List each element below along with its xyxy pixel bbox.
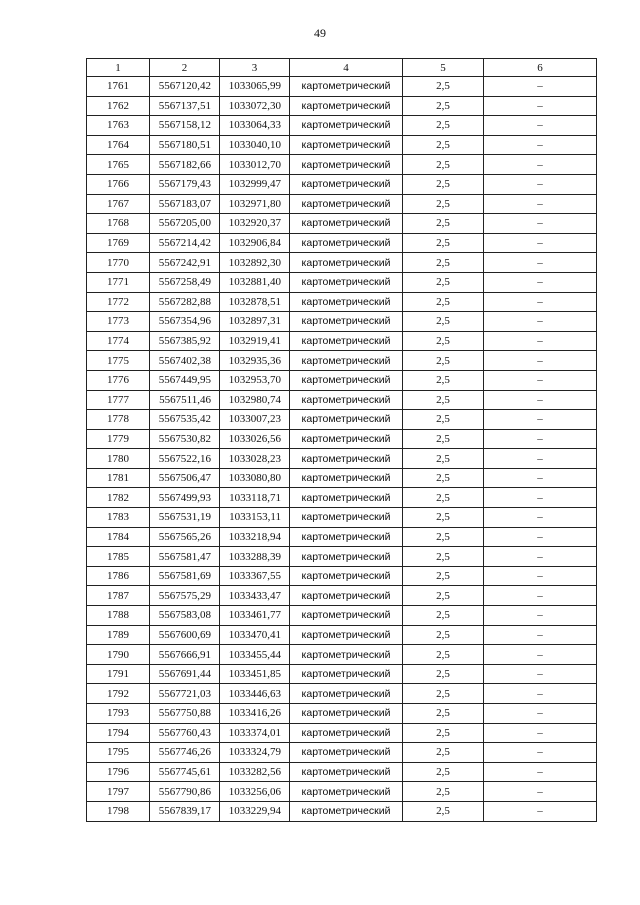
table-row bbox=[87, 645, 597, 665]
method-cell: картометрический bbox=[290, 743, 403, 763]
method-cell: картометрический bbox=[290, 272, 403, 292]
table-row bbox=[87, 253, 597, 273]
note-cell: – bbox=[484, 312, 597, 332]
y-coordinate-cell: 1033288,39 bbox=[220, 547, 290, 567]
table-row bbox=[87, 214, 597, 234]
table-row bbox=[87, 390, 597, 410]
y-coordinate-cell: 1032881,40 bbox=[220, 272, 290, 292]
note-cell: – bbox=[484, 96, 597, 116]
y-coordinate-cell: 1033446,63 bbox=[220, 684, 290, 704]
method-cell: картометрический bbox=[290, 116, 403, 136]
point-number-cell: 1772 bbox=[87, 292, 150, 312]
note-cell: – bbox=[484, 429, 597, 449]
x-coordinate-cell: 5567575,29 bbox=[150, 586, 220, 606]
point-number-cell: 1795 bbox=[87, 743, 150, 763]
x-coordinate-cell: 5567180,51 bbox=[150, 135, 220, 155]
table-row bbox=[87, 723, 597, 743]
table-body bbox=[87, 77, 597, 822]
y-coordinate-cell: 1033072,30 bbox=[220, 96, 290, 116]
method-cell: картометрический bbox=[290, 606, 403, 626]
point-number-cell: 1771 bbox=[87, 272, 150, 292]
accuracy-cell: 2,5 bbox=[403, 351, 484, 371]
x-coordinate-cell: 5567530,82 bbox=[150, 429, 220, 449]
y-coordinate-cell: 1032892,30 bbox=[220, 253, 290, 273]
table-row bbox=[87, 762, 597, 782]
point-number-cell: 1774 bbox=[87, 331, 150, 351]
x-coordinate-cell: 5567402,38 bbox=[150, 351, 220, 371]
accuracy-cell: 2,5 bbox=[403, 312, 484, 332]
accuracy-cell: 2,5 bbox=[403, 547, 484, 567]
x-coordinate-cell: 5567746,26 bbox=[150, 743, 220, 763]
note-cell: – bbox=[484, 645, 597, 665]
table-row bbox=[87, 684, 597, 704]
method-cell: картометрический bbox=[290, 468, 403, 488]
x-coordinate-cell: 5567182,66 bbox=[150, 155, 220, 175]
note-cell: – bbox=[484, 174, 597, 194]
method-cell: картометрический bbox=[290, 664, 403, 684]
y-coordinate-cell: 1032920,37 bbox=[220, 214, 290, 234]
page-number: 49 bbox=[314, 26, 326, 40]
accuracy-cell: 2,5 bbox=[403, 704, 484, 724]
table-row bbox=[87, 194, 597, 214]
table-row bbox=[87, 664, 597, 684]
note-cell: – bbox=[484, 723, 597, 743]
point-number-cell: 1765 bbox=[87, 155, 150, 175]
method-cell: картометрический bbox=[290, 292, 403, 312]
x-coordinate-cell: 5567242,91 bbox=[150, 253, 220, 273]
accuracy-cell: 2,5 bbox=[403, 762, 484, 782]
x-coordinate-cell: 5567511,46 bbox=[150, 390, 220, 410]
y-coordinate-cell: 1032897,31 bbox=[220, 312, 290, 332]
x-coordinate-cell: 5567691,44 bbox=[150, 664, 220, 684]
method-cell: картометрический bbox=[290, 801, 403, 821]
accuracy-cell: 2,5 bbox=[403, 194, 484, 214]
method-cell: картометрический bbox=[290, 390, 403, 410]
note-cell: – bbox=[484, 351, 597, 371]
method-cell: картометрический bbox=[290, 723, 403, 743]
note-cell: – bbox=[484, 801, 597, 821]
table-row bbox=[87, 429, 597, 449]
accuracy-cell: 2,5 bbox=[403, 508, 484, 528]
note-cell: – bbox=[484, 253, 597, 273]
method-cell: картометрический bbox=[290, 233, 403, 253]
accuracy-cell: 2,5 bbox=[403, 272, 484, 292]
point-number-cell: 1770 bbox=[87, 253, 150, 273]
note-cell: – bbox=[484, 214, 597, 234]
note-cell: – bbox=[484, 292, 597, 312]
method-cell: картометрический bbox=[290, 253, 403, 273]
y-coordinate-cell: 1033012,70 bbox=[220, 155, 290, 175]
note-cell: – bbox=[484, 390, 597, 410]
y-coordinate-cell: 1032935,36 bbox=[220, 351, 290, 371]
y-coordinate-cell: 1032980,74 bbox=[220, 390, 290, 410]
table-row bbox=[87, 508, 597, 528]
note-cell: – bbox=[484, 468, 597, 488]
table-row bbox=[87, 547, 597, 567]
accuracy-cell: 2,5 bbox=[403, 331, 484, 351]
y-coordinate-cell: 1033416,26 bbox=[220, 704, 290, 724]
method-cell: картометрический bbox=[290, 194, 403, 214]
accuracy-cell: 2,5 bbox=[403, 410, 484, 430]
method-cell: картометрический bbox=[290, 370, 403, 390]
table-row bbox=[87, 801, 597, 821]
point-number-cell: 1793 bbox=[87, 704, 150, 724]
table-row bbox=[87, 312, 597, 332]
point-number-cell: 1782 bbox=[87, 488, 150, 508]
x-coordinate-cell: 5567583,08 bbox=[150, 606, 220, 626]
method-cell: картометрический bbox=[290, 410, 403, 430]
y-coordinate-cell: 1033374,01 bbox=[220, 723, 290, 743]
point-number-cell: 1785 bbox=[87, 547, 150, 567]
point-number-cell: 1773 bbox=[87, 312, 150, 332]
x-coordinate-cell: 5567581,69 bbox=[150, 566, 220, 586]
method-cell: картометрический bbox=[290, 488, 403, 508]
point-number-cell: 1792 bbox=[87, 684, 150, 704]
note-cell: – bbox=[484, 135, 597, 155]
x-coordinate-cell: 5567205,00 bbox=[150, 214, 220, 234]
y-coordinate-cell: 1033007,23 bbox=[220, 410, 290, 430]
method-cell: картометрический bbox=[290, 508, 403, 528]
note-cell: – bbox=[484, 743, 597, 763]
accuracy-cell: 2,5 bbox=[403, 429, 484, 449]
table-row bbox=[87, 488, 597, 508]
accuracy-cell: 2,5 bbox=[403, 233, 484, 253]
accuracy-cell: 2,5 bbox=[403, 174, 484, 194]
point-number-cell: 1766 bbox=[87, 174, 150, 194]
note-cell: – bbox=[484, 606, 597, 626]
x-coordinate-cell: 5567506,47 bbox=[150, 468, 220, 488]
table-row bbox=[87, 370, 597, 390]
note-cell: – bbox=[484, 488, 597, 508]
point-number-cell: 1788 bbox=[87, 606, 150, 626]
accuracy-cell: 2,5 bbox=[403, 723, 484, 743]
x-coordinate-cell: 5567499,93 bbox=[150, 488, 220, 508]
x-coordinate-cell: 5567385,92 bbox=[150, 331, 220, 351]
note-cell: – bbox=[484, 155, 597, 175]
x-coordinate-cell: 5567839,17 bbox=[150, 801, 220, 821]
point-number-cell: 1796 bbox=[87, 762, 150, 782]
y-coordinate-cell: 1033470,41 bbox=[220, 625, 290, 645]
y-coordinate-cell: 1033080,80 bbox=[220, 468, 290, 488]
table-row bbox=[87, 116, 597, 136]
method-cell: картометрический bbox=[290, 174, 403, 194]
method-cell: картометрический bbox=[290, 586, 403, 606]
y-coordinate-cell: 1032953,70 bbox=[220, 370, 290, 390]
table-row bbox=[87, 77, 597, 97]
y-coordinate-cell: 1033256,06 bbox=[220, 782, 290, 802]
x-coordinate-cell: 5567531,19 bbox=[150, 508, 220, 528]
note-cell: – bbox=[484, 704, 597, 724]
point-number-cell: 1764 bbox=[87, 135, 150, 155]
note-cell: – bbox=[484, 116, 597, 136]
point-number-cell: 1787 bbox=[87, 586, 150, 606]
note-cell: – bbox=[484, 272, 597, 292]
y-coordinate-cell: 1033026,56 bbox=[220, 429, 290, 449]
x-coordinate-cell: 5567745,61 bbox=[150, 762, 220, 782]
coordinates-table bbox=[86, 58, 597, 822]
point-number-cell: 1786 bbox=[87, 566, 150, 586]
column-header: 3 bbox=[220, 59, 290, 77]
x-coordinate-cell: 5567282,88 bbox=[150, 292, 220, 312]
point-number-cell: 1779 bbox=[87, 429, 150, 449]
x-coordinate-cell: 5567158,12 bbox=[150, 116, 220, 136]
point-number-cell: 1769 bbox=[87, 233, 150, 253]
accuracy-cell: 2,5 bbox=[403, 370, 484, 390]
note-cell: – bbox=[484, 410, 597, 430]
column-header: 6 bbox=[484, 59, 597, 77]
accuracy-cell: 2,5 bbox=[403, 155, 484, 175]
accuracy-cell: 2,5 bbox=[403, 135, 484, 155]
point-number-cell: 1761 bbox=[87, 77, 150, 97]
x-coordinate-cell: 5567790,86 bbox=[150, 782, 220, 802]
accuracy-cell: 2,5 bbox=[403, 253, 484, 273]
accuracy-cell: 2,5 bbox=[403, 449, 484, 469]
point-number-cell: 1767 bbox=[87, 194, 150, 214]
y-coordinate-cell: 1032999,47 bbox=[220, 174, 290, 194]
y-coordinate-cell: 1032971,80 bbox=[220, 194, 290, 214]
x-coordinate-cell: 5567522,16 bbox=[150, 449, 220, 469]
y-coordinate-cell: 1033282,56 bbox=[220, 762, 290, 782]
y-coordinate-cell: 1033433,47 bbox=[220, 586, 290, 606]
x-coordinate-cell: 5567183,07 bbox=[150, 194, 220, 214]
point-number-cell: 1778 bbox=[87, 410, 150, 430]
table-row bbox=[87, 704, 597, 724]
point-number-cell: 1798 bbox=[87, 801, 150, 821]
y-coordinate-cell: 1033324,79 bbox=[220, 743, 290, 763]
table-row bbox=[87, 331, 597, 351]
method-cell: картометрический bbox=[290, 155, 403, 175]
accuracy-cell: 2,5 bbox=[403, 390, 484, 410]
table-row bbox=[87, 272, 597, 292]
accuracy-cell: 2,5 bbox=[403, 625, 484, 645]
x-coordinate-cell: 5567179,43 bbox=[150, 174, 220, 194]
table-row bbox=[87, 96, 597, 116]
point-number-cell: 1794 bbox=[87, 723, 150, 743]
method-cell: картометрический bbox=[290, 312, 403, 332]
x-coordinate-cell: 5567666,91 bbox=[150, 645, 220, 665]
note-cell: – bbox=[484, 547, 597, 567]
note-cell: – bbox=[484, 331, 597, 351]
accuracy-cell: 2,5 bbox=[403, 488, 484, 508]
x-coordinate-cell: 5567600,69 bbox=[150, 625, 220, 645]
note-cell: – bbox=[484, 566, 597, 586]
table-row bbox=[87, 606, 597, 626]
note-cell: – bbox=[484, 625, 597, 645]
table-header-row bbox=[87, 59, 597, 77]
table-row bbox=[87, 527, 597, 547]
point-number-cell: 1789 bbox=[87, 625, 150, 645]
note-cell: – bbox=[484, 370, 597, 390]
method-cell: картометрический bbox=[290, 331, 403, 351]
note-cell: – bbox=[484, 508, 597, 528]
x-coordinate-cell: 5567137,51 bbox=[150, 96, 220, 116]
y-coordinate-cell: 1033065,99 bbox=[220, 77, 290, 97]
x-coordinate-cell: 5567354,96 bbox=[150, 312, 220, 332]
x-coordinate-cell: 5567120,42 bbox=[150, 77, 220, 97]
y-coordinate-cell: 1033451,85 bbox=[220, 664, 290, 684]
method-cell: картометрический bbox=[290, 782, 403, 802]
accuracy-cell: 2,5 bbox=[403, 116, 484, 136]
method-cell: картометрический bbox=[290, 351, 403, 371]
table-row bbox=[87, 135, 597, 155]
table-row bbox=[87, 743, 597, 763]
point-number-cell: 1784 bbox=[87, 527, 150, 547]
table-row bbox=[87, 449, 597, 469]
accuracy-cell: 2,5 bbox=[403, 586, 484, 606]
column-header: 5 bbox=[403, 59, 484, 77]
note-cell: – bbox=[484, 684, 597, 704]
table-row bbox=[87, 586, 597, 606]
note-cell: – bbox=[484, 782, 597, 802]
x-coordinate-cell: 5567214,42 bbox=[150, 233, 220, 253]
note-cell: – bbox=[484, 762, 597, 782]
column-header: 1 bbox=[87, 59, 150, 77]
method-cell: картометрический bbox=[290, 77, 403, 97]
point-number-cell: 1790 bbox=[87, 645, 150, 665]
table-row bbox=[87, 292, 597, 312]
x-coordinate-cell: 5567258,49 bbox=[150, 272, 220, 292]
table-row bbox=[87, 155, 597, 175]
y-coordinate-cell: 1032878,51 bbox=[220, 292, 290, 312]
method-cell: картометрический bbox=[290, 704, 403, 724]
point-number-cell: 1762 bbox=[87, 96, 150, 116]
y-coordinate-cell: 1033218,94 bbox=[220, 527, 290, 547]
note-cell: – bbox=[484, 449, 597, 469]
method-cell: картометрический bbox=[290, 429, 403, 449]
accuracy-cell: 2,5 bbox=[403, 566, 484, 586]
point-number-cell: 1776 bbox=[87, 370, 150, 390]
point-number-cell: 1777 bbox=[87, 390, 150, 410]
method-cell: картометрический bbox=[290, 214, 403, 234]
method-cell: картометрический bbox=[290, 684, 403, 704]
table-row bbox=[87, 782, 597, 802]
x-coordinate-cell: 5567721,03 bbox=[150, 684, 220, 704]
point-number-cell: 1783 bbox=[87, 508, 150, 528]
y-coordinate-cell: 1033229,94 bbox=[220, 801, 290, 821]
table-row bbox=[87, 410, 597, 430]
point-number-cell: 1775 bbox=[87, 351, 150, 371]
method-cell: картометрический bbox=[290, 645, 403, 665]
method-cell: картометрический bbox=[290, 762, 403, 782]
accuracy-cell: 2,5 bbox=[403, 782, 484, 802]
accuracy-cell: 2,5 bbox=[403, 743, 484, 763]
y-coordinate-cell: 1033040,10 bbox=[220, 135, 290, 155]
accuracy-cell: 2,5 bbox=[403, 606, 484, 626]
point-number-cell: 1763 bbox=[87, 116, 150, 136]
accuracy-cell: 2,5 bbox=[403, 214, 484, 234]
note-cell: – bbox=[484, 233, 597, 253]
y-coordinate-cell: 1033153,11 bbox=[220, 508, 290, 528]
accuracy-cell: 2,5 bbox=[403, 468, 484, 488]
method-cell: картометрический bbox=[290, 527, 403, 547]
table-row bbox=[87, 351, 597, 371]
note-cell: – bbox=[484, 77, 597, 97]
table-row bbox=[87, 233, 597, 253]
x-coordinate-cell: 5567760,43 bbox=[150, 723, 220, 743]
y-coordinate-cell: 1033028,23 bbox=[220, 449, 290, 469]
note-cell: – bbox=[484, 194, 597, 214]
y-coordinate-cell: 1033118,71 bbox=[220, 488, 290, 508]
method-cell: картометрический bbox=[290, 566, 403, 586]
y-coordinate-cell: 1033064,33 bbox=[220, 116, 290, 136]
method-cell: картометрический bbox=[290, 547, 403, 567]
column-header: 2 bbox=[150, 59, 220, 77]
table-row bbox=[87, 468, 597, 488]
x-coordinate-cell: 5567750,88 bbox=[150, 704, 220, 724]
point-number-cell: 1791 bbox=[87, 664, 150, 684]
table-row bbox=[87, 625, 597, 645]
y-coordinate-cell: 1032906,84 bbox=[220, 233, 290, 253]
accuracy-cell: 2,5 bbox=[403, 664, 484, 684]
y-coordinate-cell: 1033367,55 bbox=[220, 566, 290, 586]
point-number-cell: 1780 bbox=[87, 449, 150, 469]
point-number-cell: 1768 bbox=[87, 214, 150, 234]
note-cell: – bbox=[484, 664, 597, 684]
accuracy-cell: 2,5 bbox=[403, 801, 484, 821]
accuracy-cell: 2,5 bbox=[403, 645, 484, 665]
method-cell: картометрический bbox=[290, 449, 403, 469]
column-header: 4 bbox=[290, 59, 403, 77]
y-coordinate-cell: 1033455,44 bbox=[220, 645, 290, 665]
table-row bbox=[87, 174, 597, 194]
point-number-cell: 1797 bbox=[87, 782, 150, 802]
accuracy-cell: 2,5 bbox=[403, 96, 484, 116]
y-coordinate-cell: 1033461,77 bbox=[220, 606, 290, 626]
table-row bbox=[87, 566, 597, 586]
point-number-cell: 1781 bbox=[87, 468, 150, 488]
x-coordinate-cell: 5567449,95 bbox=[150, 370, 220, 390]
accuracy-cell: 2,5 bbox=[403, 527, 484, 547]
note-cell: – bbox=[484, 527, 597, 547]
method-cell: картометрический bbox=[290, 96, 403, 116]
accuracy-cell: 2,5 bbox=[403, 292, 484, 312]
x-coordinate-cell: 5567581,47 bbox=[150, 547, 220, 567]
x-coordinate-cell: 5567565,26 bbox=[150, 527, 220, 547]
method-cell: картометрический bbox=[290, 625, 403, 645]
x-coordinate-cell: 5567535,42 bbox=[150, 410, 220, 430]
accuracy-cell: 2,5 bbox=[403, 684, 484, 704]
method-cell: картометрический bbox=[290, 135, 403, 155]
note-cell: – bbox=[484, 586, 597, 606]
accuracy-cell: 2,5 bbox=[403, 77, 484, 97]
y-coordinate-cell: 1032919,41 bbox=[220, 331, 290, 351]
